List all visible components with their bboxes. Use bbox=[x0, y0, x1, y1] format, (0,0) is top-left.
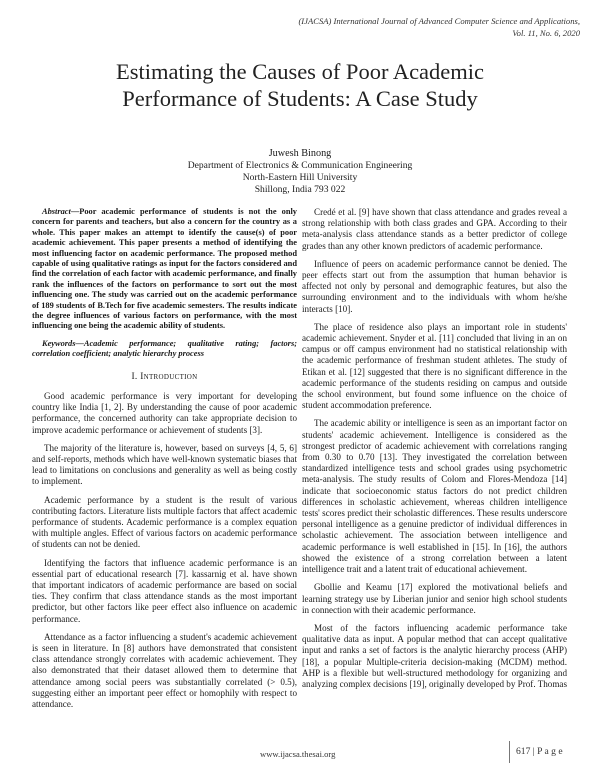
title-line-2: Performance of Students: A Case Study bbox=[122, 86, 478, 111]
author-location: Shillong, India 793 022 bbox=[254, 184, 346, 195]
author-department: Department of Electronics & Communication Engineering bbox=[187, 160, 413, 171]
paragraph: Most of the factors influencing academic performance take qualitative data as input. A popular method that can accept qualitative input and ranks a set of factors is the analytic hierarchy process (AHP) [18], a popular Multiple-criteria decision-making (MCDM) method. AHP is a flexible but well-structured methodology for organizing and analyzing complex decisions [19], originally developed by Prof. Thomas bbox=[302, 622, 568, 689]
journal-volume: Vol. 11, No. 6, 2020 bbox=[512, 28, 580, 38]
keywords-text: —Academic performance; qualitative rating; factors; correlation coefficient; analytic hierarchy process bbox=[32, 338, 297, 359]
footer-page-number: 617 | P a g e bbox=[509, 741, 563, 763]
journal-name: (IJACSA) International Journal of Advanced Computer Science and Applications, bbox=[298, 16, 580, 26]
paragraph: Academic performance by a student is the result of various contributing factors. Literature lists multiple factors that affect academic performance of students. Academic performance is a complex equation with multiple angles. Effect of various factors on academic performance of students can not be denied. bbox=[32, 494, 297, 550]
abstract-text: —Poor academic performance of students is not the only concern for parents and teachers, but also a concern for the country as a whole. This paper makes an attempt to identify the cause(s) of poor academic achievement. This paper presents a method of identifying the most influencing factor on academic performance. The proposed method capable of using qualitative ratings as input for the factors considered and find the correlation of each factor with academic performance, and finally rank the influences of the factors on performance to sort out the most influencing one. The study was carried out on the academic performance of 189 students of B.Tech for five academic semesters. The results indicate the degree influences of various factors on performance, with the most influencing one being the academic ability of students. bbox=[32, 207, 297, 331]
left-column bbox=[32, 207, 297, 717]
paragraph: Credé et al. [9] have shown that class attendance and grades reveal a strong relationship with both class grades and GPA. According to their meta-analysis class attendance stands as a better predictor of college grades than any other known predictors of academic performance. bbox=[302, 207, 567, 251]
section-heading-introduction: I. Introduction bbox=[131, 371, 198, 382]
author-name: Juwesh Binong bbox=[268, 148, 332, 159]
paragraph: The academic ability or intelligence is seen as an important factor on students' academic achievement. Intelligence is considered as the strongest predictor of academic achievement with correlations ranging from 0.30 to 0.70 [13]. They investigated the correlation between standardized intelligence tests and school grades using psychometric meta-analysis. The study results of Colom and Flores-Mendoza [14] indicate that socioeconomic status factors do not predict children differences in scholastic achievement, whereas children intelligence tests' scores predict their scholastic differences. These results underscore personal intelligence as a genuine predictor of individual differences in scholastic achievement. The association between intelligence and academic performance is well established in [15]. In [16], the authors showed the existence of a strong correlation between a latent intelligence trait and a latent trait of educational achievement. bbox=[302, 418, 567, 575]
paragraph: Influence of peers on academic performance cannot be denied. The peer effects start out from the assumption that human behavior is affected not only by personal and demographic features, but also the surrounding environment and to the individuals with whom he/she interacts [10]. bbox=[302, 258, 567, 314]
journal-header bbox=[20, 15, 580, 39]
abstract-label: Abstract bbox=[42, 207, 71, 216]
paragraph: The majority of the literature is, however, based on surveys [4, 5, 6] and self-reports, methods which have well-known systematic biases that lead to limitations on conclusions and generality as well as being costly to implement. bbox=[32, 442, 297, 487]
paragraph: The place of residence also plays an important role in students' academic achievement. Snyder et al. [11] concluded that living in an on campus or off campus environment had no statistical relationship with the academic performance of freshman student athletes. The study of Etikan et al. [12] suggested that there is no significant difference in the academic performance of the students residing on campus and outside the school environment, but found some influence on the choice of student accommodation preference. bbox=[302, 321, 567, 411]
keywords bbox=[32, 339, 297, 360]
abstract bbox=[32, 207, 297, 332]
paragraph: Identifying the factors that influence academic performance is an essential part of educational research [7]. kassarnig et al. have shown that important indicators of academic performance are based on social ties. They confirm that class attendance stands as the most important predictor, but other factors like peer effect also influence on academic performance. bbox=[32, 557, 297, 624]
paragraph: Attendance as a factor influencing a student's academic achievement is seen in literature. In [8] authors have demonstrated that consistent class attendance strongly correlates with academic achievement. They also demonstrated that their dataset allowed them to determine that attendance among social peers was substantially correlated (> 0.5), suggesting either an important peer effect or homophily with respect to attendance. bbox=[32, 631, 297, 709]
keywords-label: Keywords bbox=[42, 338, 76, 348]
right-column bbox=[302, 207, 567, 697]
paragraph: Gbollie and Keamu [17] explored the motivational beliefs and learning strategy use by Liberian junior and senior high school students in connection with their academic performance. bbox=[302, 582, 567, 615]
title-line-1: Estimating the Causes of Poor Academic bbox=[115, 59, 485, 84]
footer-url[interactable]: www.ijacsa.thesai.org bbox=[260, 749, 336, 759]
author-block bbox=[100, 148, 500, 196]
author-university: North-Eastern Hill University bbox=[242, 172, 358, 183]
paragraph: Good academic performance is very important for developing country like India [1, 2]. By understanding the cause of poor academic performance, the concerned authority can take appropriate decision to improve academic performance or achievement of students [3]. bbox=[32, 390, 297, 435]
paper-title bbox=[40, 58, 560, 112]
